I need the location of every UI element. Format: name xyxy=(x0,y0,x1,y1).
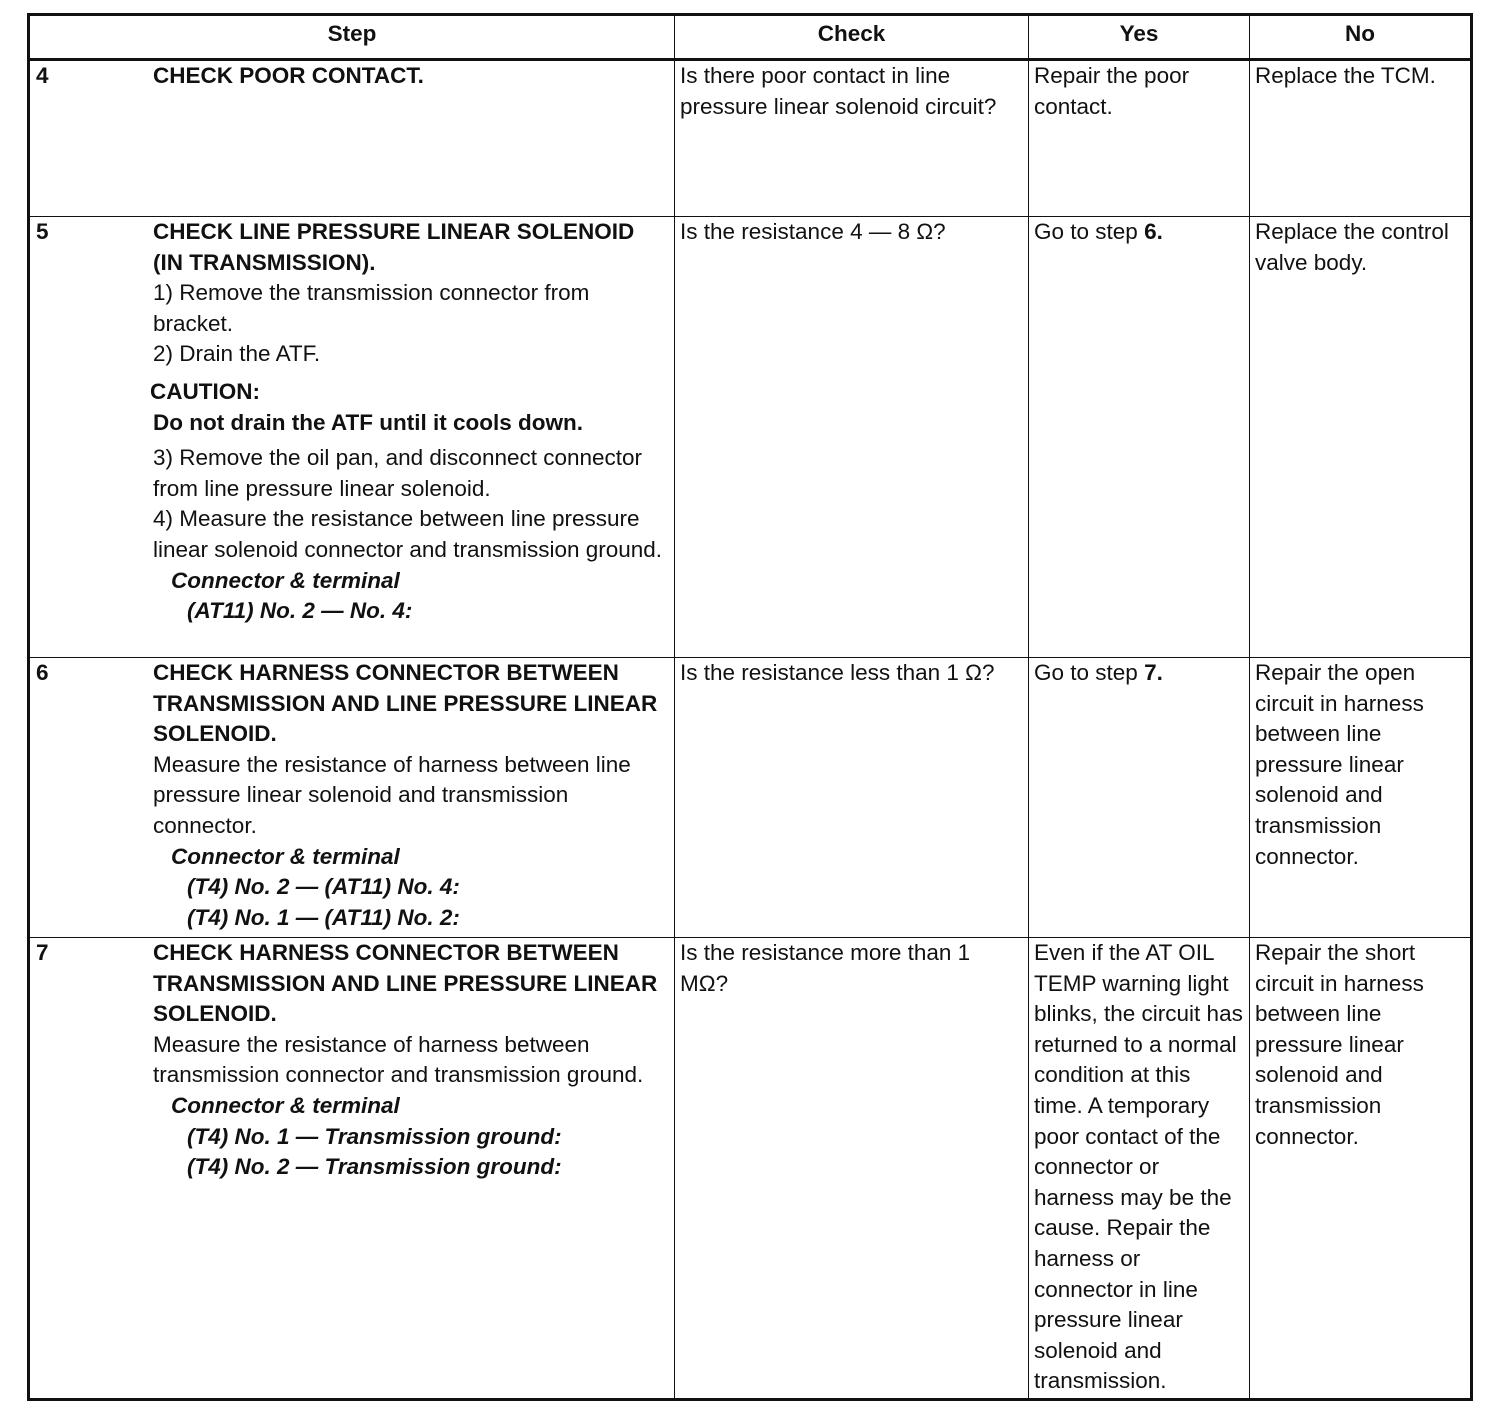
step-instruction: Measure the resistance of harness between line pressure linear solenoid and transmission connector. xyxy=(153,751,631,838)
connector-terminal-spec: (AT11) No. 2 — No. 4: xyxy=(187,598,413,624)
step-cell xyxy=(29,938,675,1400)
step-instruction: 2) Drain the ATF. xyxy=(153,341,321,367)
check-text: Is the resistance 4 — 8 Ω? xyxy=(680,219,946,244)
table-row xyxy=(29,658,1472,938)
caution-text: Do not drain the ATF until it cools down. xyxy=(153,409,583,435)
connector-terminal-spec: (T4) No. 2 — Transmission ground: xyxy=(187,1154,562,1180)
yes-cell xyxy=(1029,217,1250,658)
check-text: Is there poor contact in line pressure linear solenoid circuit? xyxy=(680,63,997,119)
check-cell xyxy=(675,217,1029,658)
step-number: 4 xyxy=(36,63,49,88)
diagnostic-table xyxy=(27,13,1473,1401)
yes-step-ref: 6. xyxy=(1144,219,1163,244)
no-cell xyxy=(1250,60,1472,217)
step-number: 6 xyxy=(36,660,49,685)
caution-label: CAUTION: xyxy=(150,378,260,404)
step-title: CHECK HARNESS CONNECTOR BETWEEN TRANSMISSION AND LINE PRESSURE LINEAR SOLENOID. xyxy=(153,660,658,747)
header-check: Check xyxy=(675,15,1029,60)
step-title: CHECK LINE PRESSURE LINEAR SOLENOID (IN TRANSMISSION). xyxy=(153,219,635,275)
yes-text: Go to step xyxy=(1034,660,1145,685)
check-cell xyxy=(675,658,1029,938)
table-row xyxy=(29,217,1472,658)
check-cell xyxy=(675,60,1029,217)
no-cell xyxy=(1250,938,1472,1400)
connector-terminal-label: Connector & terminal xyxy=(171,1092,400,1118)
step-instruction: Measure the resistance of harness between transmission connector and transmission ground. xyxy=(153,1031,644,1088)
connector-terminal-label: Connector & terminal xyxy=(171,567,400,593)
step-number: 7 xyxy=(36,940,49,965)
yes-text: Repair the poor contact. xyxy=(1034,63,1190,119)
connector-terminal-spec: (T4) No. 1 — (AT11) No. 2: xyxy=(187,904,460,930)
connector-terminal-spec: (T4) No. 1 — Transmission ground: xyxy=(187,1123,562,1149)
step-title: CHECK HARNESS CONNECTOR BETWEEN TRANSMISSION AND LINE PRESSURE LINEAR SOLENOID. xyxy=(153,940,658,1027)
check-cell xyxy=(675,938,1029,1400)
yes-cell xyxy=(1029,60,1250,217)
step-number: 5 xyxy=(36,219,49,244)
step-instruction: 1) Remove the transmission connector from bracket. xyxy=(153,280,590,336)
header-no: No xyxy=(1250,15,1472,60)
yes-step-ref: 7. xyxy=(1144,660,1163,685)
connector-terminal-label: Connector & terminal xyxy=(171,843,400,869)
check-text: Is the resistance more than 1 MΩ? xyxy=(680,940,971,996)
step-instruction: 3) Remove the oil pan, and disconnect connector from line pressure linear solenoid. xyxy=(153,445,643,501)
table-row xyxy=(29,60,1472,217)
yes-text: Even if the AT OIL TEMP warning light blinks, the circuit has returned to a normal condition at this time. A temporary poor contact of the connector or harness may be the cause. Repair the harness or connector in line pressure linear solenoid and transmission. xyxy=(1034,940,1243,1394)
yes-cell xyxy=(1029,938,1250,1400)
step-cell xyxy=(29,217,675,658)
step-cell xyxy=(29,658,675,938)
table-row xyxy=(29,938,1472,1400)
yes-cell xyxy=(1029,658,1250,938)
no-cell xyxy=(1250,217,1472,658)
step-instruction: 4) Measure the resistance between line pressure linear solenoid connector and transmission ground. xyxy=(153,506,663,562)
header-row xyxy=(29,15,1472,60)
no-cell xyxy=(1250,658,1472,938)
yes-text: Go to step xyxy=(1034,219,1145,244)
header-step: Step xyxy=(29,15,675,60)
header-yes: Yes xyxy=(1029,15,1250,60)
no-text: Replace the control valve body. xyxy=(1255,219,1449,275)
no-text: Replace the TCM. xyxy=(1255,63,1436,88)
step-cell xyxy=(29,60,675,217)
connector-terminal-spec: (T4) No. 2 — (AT11) No. 4: xyxy=(187,874,460,900)
step-title: CHECK POOR CONTACT. xyxy=(153,63,424,88)
no-text: Repair the open circuit in harness between line pressure linear solenoid and transmission connector. xyxy=(1255,660,1424,869)
no-text: Repair the short circuit in harness between line pressure linear solenoid and transmission connector. xyxy=(1255,940,1424,1149)
check-text: Is the resistance less than 1 Ω? xyxy=(680,660,995,685)
